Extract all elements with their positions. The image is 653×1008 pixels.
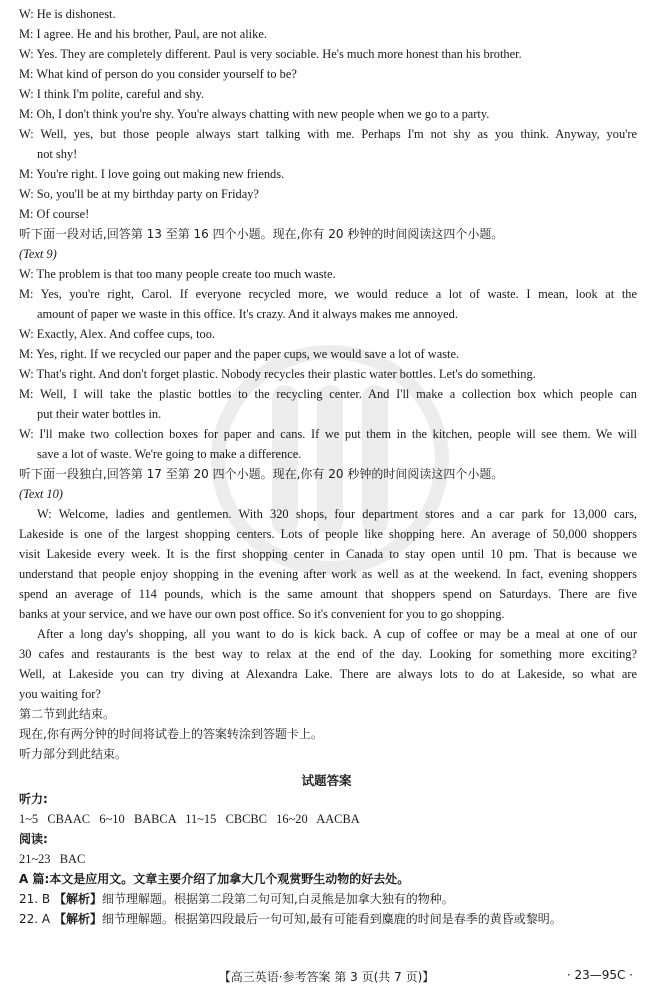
dialogue-line: W: He is dishonest.	[19, 7, 116, 21]
dialogue-line: W: That's right. And don't forget plastic. Nobody recycles their plastic water bottles. Let's do something.	[19, 367, 536, 381]
reading-answers: 21~23 BAC	[19, 852, 86, 866]
answer-22	[19, 910, 637, 930]
dialogue-line: put their water bottles in.	[37, 407, 162, 421]
monologue-line: After a long day's shopping, all you want to do is kick back. A cup of coffee or may be a meal at one of our	[37, 627, 637, 641]
dialogue-line: M: I agree. He and his brother, Paul, are not alike.	[19, 27, 267, 41]
dialogue-line: not shy!	[37, 147, 78, 161]
dialogue-line: W: So, you'll be at my birthday party on Friday?	[19, 187, 259, 201]
dialogue-line: W: Exactly, Alex. And coffee cups, too.	[19, 327, 216, 341]
analysis-tag: 【解析】	[53, 912, 102, 926]
monologue-line: 30 cafes and restaurants is the best way to relax at the end of the day. Looking for something more exciting?	[19, 647, 637, 661]
dialogue-line: W: Yes. They are completely different. Paul is very sociable. He's much more honest than his brother.	[19, 47, 522, 61]
answers-title: 试题答案	[301, 773, 352, 788]
dialogue-line: W: The problem is that too many people create too much waste.	[19, 267, 336, 281]
footer-code: · 23—95C ·	[566, 968, 633, 982]
listening-answers: 1~5 CBAAC 6~10 BABCA 11~15 CBCBC 16~20 AACBA	[19, 812, 360, 826]
footer-page-info: 【高三英语·参考答案 第 3 页(共 7 页)】	[218, 970, 435, 984]
monologue-line: you waiting for?	[19, 687, 101, 701]
monologue-line: understand that people enjoy shopping in the evening after work as well as at the weekend. In fact, evening shoppers	[19, 567, 637, 581]
dialogue-line: M: You're right. I love going out making new friends.	[19, 167, 285, 181]
section-instruction: 听下面一段对话,回答第 13 至第 16 四个小题。现在,你有 20 秒钟的时间阅读这四个小题。	[19, 227, 504, 241]
answer-21	[19, 890, 637, 910]
analysis-tag: 【解析】	[53, 892, 102, 906]
dialogue-line: W: I'll make two collection boxes for paper and cans. If we put them in the kitchen, people will see them. We will	[19, 427, 637, 441]
answer-number: 22. A	[19, 912, 51, 926]
monologue-line: Well, at Lakeside you can try diving at Alexandra Lake. There are always lots to do at Lakeside, so what are	[19, 667, 637, 681]
answer-number: 21. B	[19, 892, 51, 906]
monologue-line: visit Lakeside every week. It is the first shopping center in Canada to stay open until 10 pm. That is because we	[19, 547, 637, 561]
analysis-text: 细节理解题。根据第四段最后一句可知,最有可能看到麋鹿的时间是春季的黄昏或黎明。	[101, 912, 562, 926]
text-label: (Text 10)	[19, 487, 63, 501]
listening-label: 听力:	[19, 792, 48, 806]
closing-line: 第二节到此结束。	[19, 707, 116, 721]
dialogue-line: M: Of course!	[19, 207, 90, 221]
closing-line: 现在,你有两分钟的时间将试卷上的答案转涂到答题卡上。	[19, 727, 323, 741]
reading-label: 阅读:	[19, 832, 48, 846]
monologue-line: W: Welcome, ladies and gentlemen. With 320 shops, four department stores and a car park for 13,000 cars,	[37, 507, 637, 521]
closing-line: 听力部分到此结束。	[19, 747, 128, 761]
dialogue-line: M: Yes, right. If we recycled our paper and the paper cups, we would save a lot of waste.	[19, 347, 460, 361]
passage-a-summary: A 篇:本文是应用文。文章主要介绍了加拿大几个观赏野生动物的好去处。	[19, 872, 410, 886]
dialogue-line: M: Yes, you're right, Carol. If everyone recycled more, we would reduce a lot of waste. I mean, look at the	[19, 287, 637, 301]
dialogue-line: save a lot of waste. We're going to make a difference.	[37, 447, 302, 461]
dialogue-line: M: What kind of person do you consider yourself to be?	[19, 67, 297, 81]
dialogue-line: M: Well, I will take the plastic bottles to the recycling center. And I'll make a collection box which people can	[19, 387, 637, 401]
dialogue-line: W: I think I'm polite, careful and shy.	[19, 87, 205, 101]
section-instruction: 听下面一段独白,回答第 17 至第 20 四个小题。现在,你有 20 秒钟的时间阅读这四个小题。	[19, 467, 504, 481]
dialogue-line: amount of paper we waste in this office. It's crazy. And it always makes me annoyed.	[37, 307, 458, 321]
analysis-text: 细节理解题。根据第二段第二句可知,白灵熊是加拿大独有的物种。	[101, 892, 454, 906]
monologue-line: spend an average of 114 pounds, which is the same amount that shoppers spend on Saturdays. There are five	[19, 587, 637, 601]
monologue-line: Lakeside is one of the largest shopping centers. Lots of people like shopping here. An average of 50,000 shoppers	[19, 527, 637, 541]
dialogue-line: M: Oh, I don't think you're shy. You're always chatting with new people when we go to a party.	[19, 107, 490, 121]
dialogue-line: W: Well, yes, but those people always start talking with me. Perhaps I'm not shy as you think. Anyway, you're	[19, 127, 637, 141]
monologue-line: banks at your service, and we have our own post office. So it's convenient for you to go shopping.	[19, 607, 505, 621]
text-label: (Text 9)	[19, 247, 57, 261]
